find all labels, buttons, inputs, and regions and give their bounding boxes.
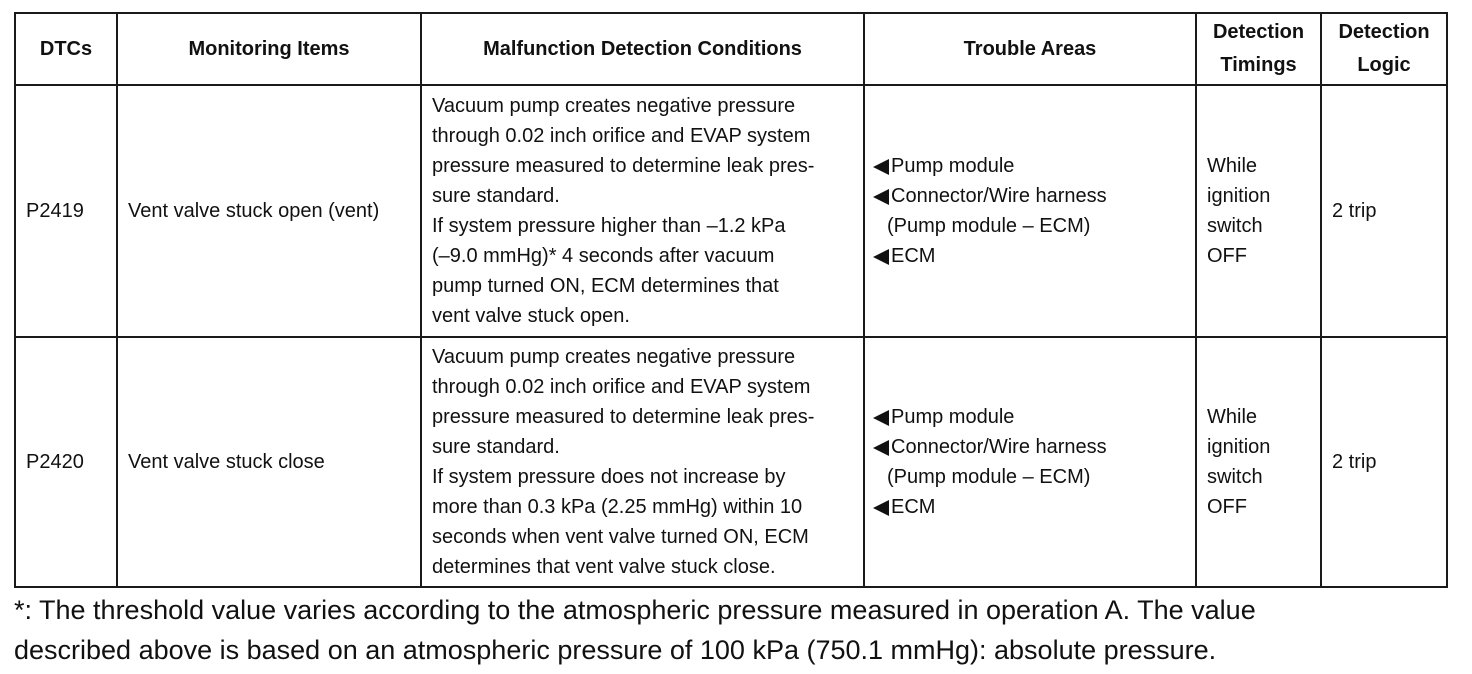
timing-line: OFF xyxy=(1207,496,1247,518)
timing-line: While xyxy=(1207,406,1258,428)
timing-line: OFF xyxy=(1207,245,1247,267)
trouble-area-subtext: (Pump module – ECM) xyxy=(887,215,1091,237)
bullet-triangle-icon xyxy=(873,189,889,205)
condition-line: If system pressure higher than –1.2 kPa xyxy=(432,215,786,237)
table-row xyxy=(15,85,1447,337)
detection-timings xyxy=(1196,85,1321,337)
condition-line: Vacuum pump creates negative pressure xyxy=(432,346,796,368)
condition-line: through 0.02 inch orifice and EVAP system xyxy=(432,125,811,147)
condition-line: pressure measured to determine leak pres- xyxy=(432,155,815,177)
trouble-area-item xyxy=(875,432,1185,462)
condition-line: determines that vent valve stuck close. xyxy=(432,556,776,578)
detection-logic: 2 trip xyxy=(1321,337,1447,587)
condition-line: pressure measured to determine leak pres- xyxy=(432,406,815,428)
dtc-table xyxy=(14,12,1448,588)
condition-line: seconds when vent valve turned ON, ECM xyxy=(432,526,809,548)
trouble-areas xyxy=(864,337,1196,587)
header-detection-logic xyxy=(1321,13,1447,85)
condition-line: (–9.0 mmHg)* 4 seconds after vacuum xyxy=(432,245,775,267)
table-row xyxy=(15,337,1447,587)
header-row xyxy=(15,13,1447,85)
detection-logic: 2 trip xyxy=(1321,85,1447,337)
trouble-area-label: ECM xyxy=(891,496,936,518)
trouble-area-label: ECM xyxy=(891,245,936,267)
trouble-area-label: Pump module xyxy=(891,155,1015,177)
header-logic-line-2: Logic xyxy=(1357,54,1411,76)
condition-line: more than 0.3 kPa (2.25 mmHg) within 10 xyxy=(432,496,803,518)
footnote-line-1: *: The threshold value varies according to the atmospheric pressure measured in operation A. The value xyxy=(14,595,1256,625)
condition-line: through 0.02 inch orifice and EVAP system xyxy=(432,376,811,398)
timing-line: switch xyxy=(1207,466,1263,488)
footnote xyxy=(14,590,1464,670)
condition-line: sure standard. xyxy=(432,185,560,207)
bullet-triangle-icon xyxy=(873,249,889,265)
trouble-area-item xyxy=(875,181,1185,211)
trouble-area-label: Pump module xyxy=(891,406,1015,428)
dtc-code: P2419 xyxy=(15,85,117,337)
condition-line: Vacuum pump creates negative pressure xyxy=(432,95,796,117)
trouble-areas xyxy=(864,85,1196,337)
header-timings-line-1: Detection xyxy=(1212,21,1305,43)
trouble-area-label: Connector/Wire harness xyxy=(891,185,1107,207)
trouble-area-item xyxy=(875,241,1185,271)
condition-line: pump turned ON, ECM determines that xyxy=(432,275,779,297)
trouble-area-label: Connector/Wire harness xyxy=(891,436,1107,458)
bullet-triangle-icon xyxy=(873,500,889,516)
monitoring-item: Vent valve stuck open (vent) xyxy=(117,85,421,337)
detection-timings xyxy=(1196,337,1321,587)
timing-line: switch xyxy=(1207,215,1263,237)
trouble-area-subtext: (Pump module – ECM) xyxy=(887,466,1091,488)
dtc-code: P2420 xyxy=(15,337,117,587)
bullet-triangle-icon xyxy=(873,159,889,175)
timing-line: While xyxy=(1207,155,1258,177)
condition-line: vent valve stuck open. xyxy=(432,305,630,327)
header-dtcs: DTCs xyxy=(15,13,117,85)
trouble-area-item xyxy=(875,402,1185,432)
detection-conditions xyxy=(421,85,864,337)
condition-line: sure standard. xyxy=(432,436,560,458)
header-logic-line-1: Detection xyxy=(1338,21,1430,43)
bullet-triangle-icon xyxy=(873,440,889,456)
monitoring-item: Vent valve stuck close xyxy=(117,337,421,587)
bullet-triangle-icon xyxy=(873,410,889,426)
trouble-area-item xyxy=(875,492,1185,522)
footnote-line-2: described above is based on an atmospheric pressure of 100 kPa (750.1 mmHg): absolute pressure. xyxy=(14,635,1217,665)
detection-conditions xyxy=(421,337,864,587)
trouble-area-item xyxy=(875,151,1185,181)
header-timings-line-2: Timings xyxy=(1220,54,1297,76)
header-detection-timings xyxy=(1196,13,1321,85)
timing-line: ignition xyxy=(1207,185,1271,207)
header-trouble-areas: Trouble Areas xyxy=(864,13,1196,85)
header-monitoring-items: Monitoring Items xyxy=(117,13,421,85)
condition-line: If system pressure does not increase by xyxy=(432,466,786,488)
header-malfunction-conditions: Malfunction Detection Conditions xyxy=(421,13,864,85)
timing-line: ignition xyxy=(1207,436,1271,458)
